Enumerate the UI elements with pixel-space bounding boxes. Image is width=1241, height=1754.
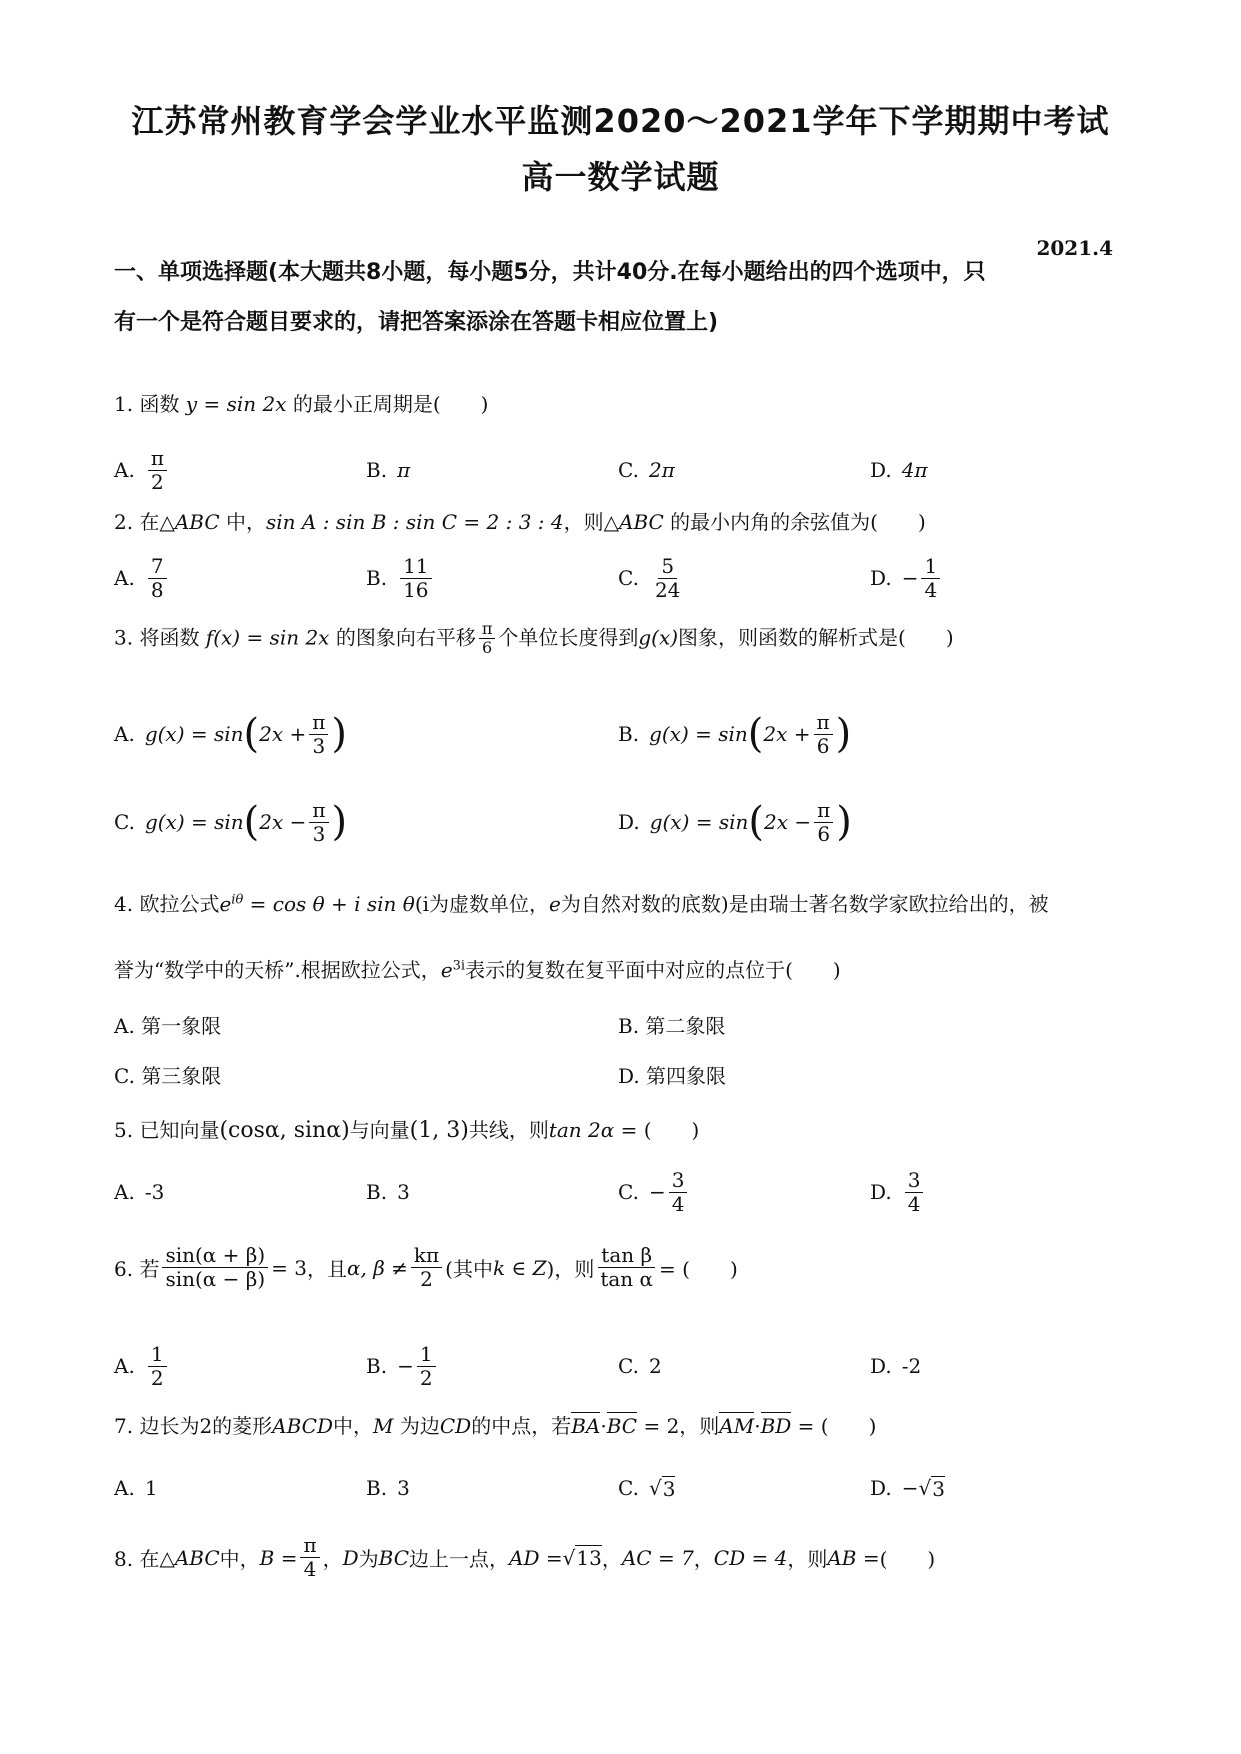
q7-option-a[interactable]: A. 1: [114, 1476, 158, 1500]
q6-option-c[interactable]: C. 2: [618, 1354, 662, 1378]
question-2: 2. 在△ABC 中，sin A : sin B : sin C = 2 : 3 : 4，则△ABC 的最小内角的余弦值为( ): [114, 510, 926, 534]
q4-options-row1: [114, 1010, 1134, 1039]
question-5: 5. 已知向量(cosα, sinα)与向量(1, 3)共线，则tan 2α = ( ): [114, 1118, 700, 1143]
question-6: 6. 若 $\frac{\sin(\alpha + \beta)}{\sin(\alpha - \beta)}$ = 3 ，且 α, β ≠ $\frac{k\pi}{2}$ (其中 k ∈ Z )，则 $\frac{\text{tan β}}{\text{tan α}}$ = ( ): [114, 1243, 738, 1291]
q4-option-a[interactable]: A. 第一象限: [114, 1014, 222, 1038]
question-7: 7. 边长为2的菱形ABCD中，M 为边CD的中点，若BA·BC = 2，则AM·BD = ( ): [114, 1414, 877, 1438]
q1-option-d[interactable]: D. 4π: [870, 458, 928, 482]
q7-option-b[interactable]: B. 3: [366, 1476, 410, 1500]
q1-option-c[interactable]: C. 2π: [618, 458, 675, 482]
q4-option-b[interactable]: B. 第二象限: [618, 1014, 726, 1038]
question-4-line1: 4. 欧拉公式$e^{i\theta} = \cos \theta + i$ sin θ(i为虚数单位，e为自然对数的底数)是由瑞士著名数学家欧拉给出的，被: [114, 892, 1049, 916]
q7-option-c[interactable]: C. √ 3: [618, 1476, 676, 1501]
q1-option-b[interactable]: B. π: [366, 458, 411, 482]
q6-options: [114, 1336, 1134, 1396]
q4-option-c[interactable]: C. 第三象限: [114, 1064, 222, 1088]
section-heading-line1: 一、单项选择题(本大题共8小题，每小题5分，共计40分.在每小题给出的四个选项中，只: [114, 260, 986, 285]
q2-triangle: △ABC: [159, 510, 220, 534]
q2-option-b[interactable]: B. $\frac{11}{16}$: [366, 548, 435, 608]
q5-option-d[interactable]: D. $\frac{3}{4}$: [870, 1162, 926, 1222]
q3-shift-fraction: $\frac{\pi}{6}$: [479, 620, 496, 658]
question-4-line2: 誉为“数学中的天桥”.根据欧拉公式，$e^{3i}$表示的复数在复平面中对应的点位于( ): [114, 958, 841, 982]
q5-option-c[interactable]: C. − $\frac{3}{4}$: [618, 1162, 690, 1222]
q2-option-c[interactable]: C. $\frac{5}{24}$: [618, 553, 681, 602]
q2-option-a[interactable]: A. $\frac{7}{8}$: [114, 548, 170, 608]
q5-option-a[interactable]: A. -3: [114, 1180, 165, 1204]
q1-option-a[interactable]: A. $\frac{\pi}{2}$: [114, 440, 170, 500]
q3-option-a[interactable]: A. g(x) = sin ( 2x + $\frac{\pi}{3}$ ): [114, 709, 348, 758]
q1-expr: y = sin 2x: [185, 392, 287, 416]
q3-options-row2: [114, 792, 1134, 852]
exam-date: 2021.4: [1036, 236, 1113, 260]
exam-subtitle: 高一数学试题: [521, 158, 720, 196]
q6-option-b[interactable]: B. − $\frac{1}{2}$: [366, 1336, 439, 1396]
question-1: [114, 388, 1134, 417]
q3-options-row1: [114, 704, 1134, 764]
q6-option-d[interactable]: D. -2: [870, 1354, 922, 1378]
q2-options: [114, 548, 1134, 608]
q7-option-d[interactable]: D. − √ 3: [870, 1476, 945, 1501]
q1-prefix: 1. 函数: [114, 392, 186, 416]
section-heading: [114, 248, 1124, 348]
q3-option-b[interactable]: B. g(x) = sin ( 2x + $\frac{\pi}{6}$ ): [618, 709, 852, 758]
q2-option-d[interactable]: D. − $\frac{1}{4}$: [870, 548, 943, 608]
q7-options: [114, 1458, 1134, 1518]
question-3: 3. 将函数 f(x) = sin 2x 的图象向右平移 $\frac{\pi}{6}$ 个单位长度得到g(x)图象，则函数的解析式是( ): [114, 619, 954, 658]
q6-option-a[interactable]: A. $\frac{1}{2}$: [114, 1336, 170, 1396]
exam-title: 江苏常州教育学会学业水平监测2020～2021学年下学期期中考试: [131, 102, 1110, 140]
q1-options: [114, 440, 1134, 500]
q1-a-fraction: $\frac{\pi}{2}$: [148, 447, 167, 494]
q6-tan-ratio: $\frac{\text{tan β}}{\text{tan α}}$: [597, 1244, 656, 1291]
question-8: 8. 在 △ABC 中， B = $\frac{\pi}{4}$ ， D 为 BC 边上一点， AD = √ 13 ， AC = 7 ， CD = 4 ，则 AB = ( ): [114, 1533, 936, 1581]
q3-function: f(x) = sin 2x: [205, 625, 330, 650]
q6-sin-ratio: $\frac{\sin(\alpha + \beta)}{\sin(\alpha - \beta)}$: [162, 1244, 268, 1291]
section-heading-line2: 有一个是符合题目要求的，请把答案添涂在答题卡相应位置上): [114, 310, 719, 335]
q4-options-row2: [114, 1060, 1134, 1089]
q3-option-d[interactable]: D. g(x) = sin ( 2x − $\frac{\pi}{6}$ ): [618, 797, 852, 846]
q5-options: [114, 1162, 1134, 1222]
q3-option-c[interactable]: C. g(x) = sin ( 2x − $\frac{\pi}{3}$ ): [114, 797, 348, 846]
q1-suffix: 的最小正周期是( ): [286, 392, 489, 416]
q5-option-b[interactable]: B. 3: [366, 1180, 410, 1204]
q4-option-d[interactable]: D. 第四象限: [618, 1064, 727, 1088]
q2-ratio: sin A : sin B : sin C = 2 : 3 : 4: [266, 510, 564, 534]
